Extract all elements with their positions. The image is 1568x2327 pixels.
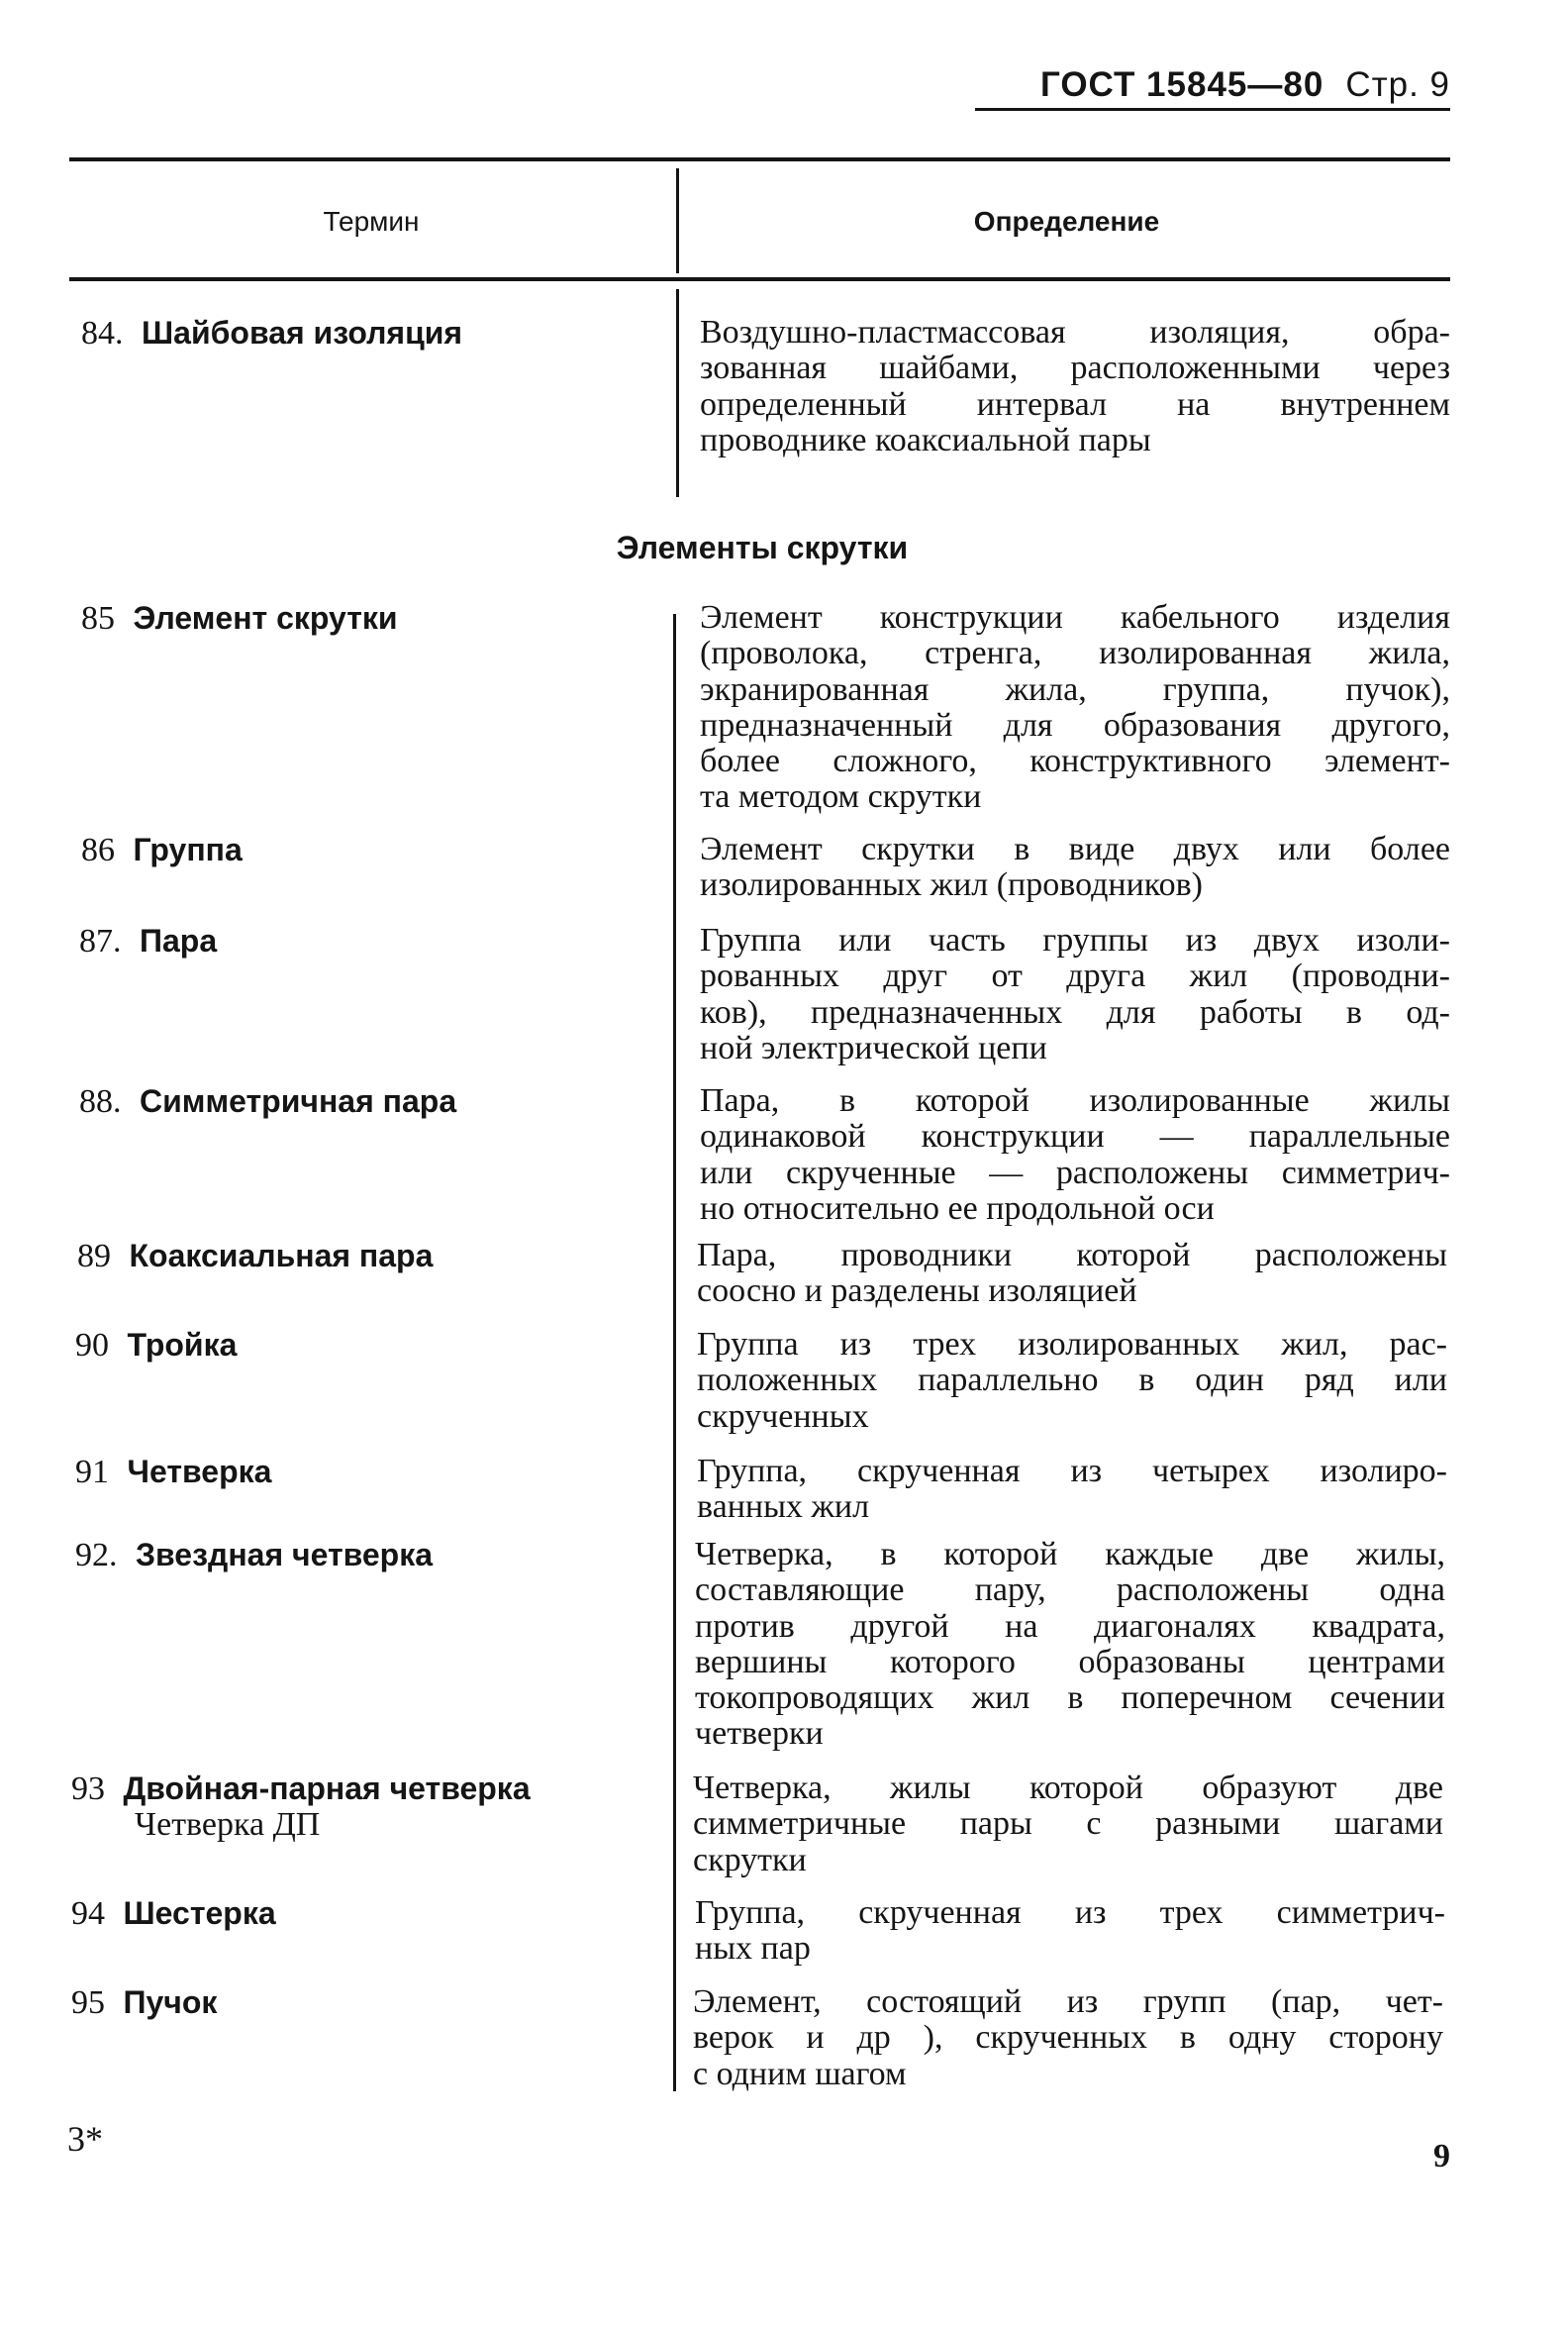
term-name: Тройка xyxy=(127,1327,238,1363)
term-number: 84. xyxy=(81,315,124,352)
term-entry xyxy=(81,315,462,352)
term-entry xyxy=(71,1895,276,1932)
definition-line: скрутки xyxy=(693,1841,807,1878)
term-number: 87. xyxy=(79,923,122,960)
definition-line: изолированных жил (проводников) xyxy=(700,866,1203,904)
term-entry xyxy=(81,600,398,637)
standard-number: ГОСТ 15845—80 xyxy=(1039,65,1324,104)
term-number: 91 xyxy=(75,1454,109,1490)
definition-line: проводнике коаксиальной пары xyxy=(700,421,1151,458)
definition xyxy=(700,315,1450,458)
page-number-footer: 9 xyxy=(1433,2138,1450,2175)
definition xyxy=(695,1895,1445,1968)
definition-line: Элемент, состоящий из групп (пар, чет- xyxy=(693,1983,1443,2020)
definition-line: Пара, в которой изолированные жилы xyxy=(700,1082,1450,1119)
definition-line: против другой на диагоналях квадрата, xyxy=(695,1607,1445,1645)
definition-line: ной электрической цепи xyxy=(700,1029,1047,1066)
column-header-term: Термин xyxy=(323,206,420,237)
definition-line: Четверка, в которой каждые две жилы, xyxy=(695,1536,1445,1572)
column-divider xyxy=(676,289,679,497)
term-synonym: Четверка ДП xyxy=(135,1806,321,1843)
term-name: Группа xyxy=(133,832,243,867)
definition-line: с одним шагом xyxy=(693,2055,907,2092)
definition-line: Воздушно-пластмассовая изоляция, обра- xyxy=(700,314,1450,351)
definition xyxy=(693,1984,1443,2092)
definition xyxy=(697,1238,1447,1310)
definition-line: вершины которого образованы центрами xyxy=(695,1643,1445,1680)
definition-line: составляющие пару, расположены одна xyxy=(695,1571,1445,1609)
table-head-rule xyxy=(69,277,1450,281)
term-name: Шестерка xyxy=(123,1895,276,1931)
definition-line: определенный интервал на внутреннем xyxy=(700,385,1450,423)
term-number: 88. xyxy=(79,1083,122,1120)
definition-line: токопроводящих жил в поперечном сечении xyxy=(695,1679,1445,1717)
page-number-header: Стр. 9 xyxy=(1345,65,1450,104)
definition-line: ванных жил xyxy=(697,1488,870,1526)
definition-line: Группа, скрученная из трех симметрич- xyxy=(695,1894,1445,1931)
definition-line: Элемент скрутки в виде двух или более xyxy=(700,831,1450,867)
term-name: Четверка xyxy=(127,1454,272,1489)
table-top-rule xyxy=(69,157,1450,161)
page-header xyxy=(975,65,1450,105)
term-name: Двойная-парная четверка xyxy=(123,1771,531,1806)
term-entry xyxy=(71,1771,531,1843)
term-number: 92. xyxy=(75,1537,118,1573)
definition-line: Группа из трех изолированных жил, рас- xyxy=(697,1326,1447,1363)
definition-line: та методом скрутки xyxy=(700,778,982,816)
term-name: Пучок xyxy=(123,1984,218,2020)
column-divider xyxy=(673,614,676,2091)
term-name: Элемент скрутки xyxy=(133,600,398,636)
definition-line: более сложного, конструктивного элемент- xyxy=(700,743,1450,780)
definition-line: симметричные пары с разными шагами xyxy=(693,1805,1443,1843)
definition-line: четверки xyxy=(695,1715,824,1753)
definition xyxy=(697,1454,1447,1526)
definition-line: Элемент конструкции кабельного изделия xyxy=(700,599,1450,636)
definition xyxy=(700,1083,1450,1227)
definition-line: положенных параллельно в один ряд или xyxy=(697,1362,1447,1399)
term-number: 93 xyxy=(71,1771,105,1807)
definition-line: но относительно ее продольной оси xyxy=(700,1189,1215,1227)
definition xyxy=(700,923,1450,1066)
definition-line: Группа, скрученная из четырех изолиро- xyxy=(697,1453,1447,1489)
definition-line: соосно и разделены изоляцией xyxy=(697,1272,1137,1310)
signature-mark: 3* xyxy=(67,2119,103,2159)
term-name: Звездная четверка xyxy=(136,1537,434,1572)
column-header-definition: Определение xyxy=(973,206,1160,237)
definition-line: (проволока, стренга, изолированная жила, xyxy=(700,635,1450,672)
definition-line: верок и др ), скрученных в одну сторону xyxy=(693,2019,1443,2057)
term-number: 89 xyxy=(77,1238,111,1274)
definition-line: ных пар xyxy=(695,1930,811,1968)
term-entry xyxy=(75,1537,433,1573)
term-entry xyxy=(81,832,243,868)
term-entry xyxy=(77,1238,433,1274)
definition-line: ков), предназначенных для работы в од- xyxy=(700,993,1450,1031)
term-number: 86 xyxy=(81,832,115,868)
definition-line: Пара, проводники которой расположены xyxy=(697,1237,1447,1273)
term-name: Шайбовая изоляция xyxy=(142,315,463,351)
term-number: 90 xyxy=(75,1327,109,1364)
definition-line: или скрученные — расположены симметрич- xyxy=(700,1154,1450,1191)
term-number: 94 xyxy=(71,1895,105,1932)
definition-line: экранированная жила, группа, пучок), xyxy=(700,670,1450,708)
term-entry xyxy=(75,1454,271,1490)
definition-line: Группа или часть группы из двух изоли- xyxy=(700,922,1450,959)
term-entry xyxy=(79,923,217,960)
definition xyxy=(693,1771,1443,1878)
definition xyxy=(695,1537,1445,1753)
definition xyxy=(697,1327,1447,1435)
definition xyxy=(700,832,1450,904)
term-name: Симметричная пара xyxy=(140,1083,457,1119)
definition-line: одинаковой конструкции — параллельные xyxy=(700,1118,1450,1156)
term-entry xyxy=(79,1083,456,1120)
section-title: Элементы скрутки xyxy=(616,530,909,565)
term-name: Коаксиальная пара xyxy=(129,1238,434,1273)
definition-line: предназначенный для образования другого, xyxy=(700,706,1450,744)
header-rule xyxy=(975,108,1450,111)
definition-line: зованная шайбами, расположенными через xyxy=(700,350,1450,387)
term-number: 95 xyxy=(71,1984,105,2021)
term-entry xyxy=(75,1327,237,1364)
column-divider xyxy=(676,168,679,273)
definition xyxy=(700,600,1450,816)
definition-line: рованных друг от друга жил (проводни- xyxy=(700,958,1450,995)
term-name: Пара xyxy=(140,923,218,959)
definition-line: скрученных xyxy=(697,1397,869,1435)
term-number: 85 xyxy=(81,600,115,637)
definition-line: Четверка, жилы которой образуют две xyxy=(693,1770,1443,1806)
term-entry xyxy=(71,1984,217,2021)
